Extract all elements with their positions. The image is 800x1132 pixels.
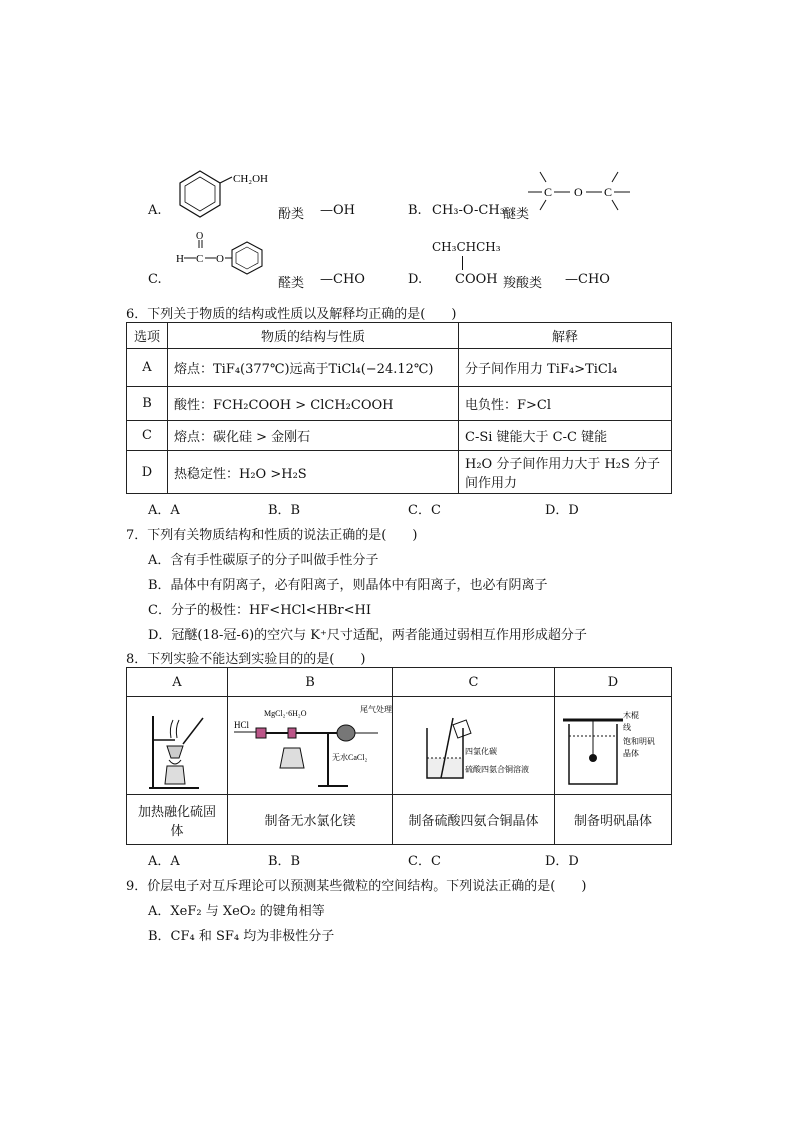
q6-choice-b[interactable]: B．B [268, 503, 301, 518]
svg-text:线: 线 [623, 722, 631, 732]
benzyl-alcohol-structure [170, 165, 280, 225]
q8-image-a [127, 697, 228, 795]
q8-header-d: D [555, 668, 672, 697]
q9-option-b[interactable]: B．CF₄ 和 SF₄ 均为非极性分子 [148, 929, 335, 944]
q8-choice-d[interactable]: D．D [545, 854, 579, 869]
q6-row-property: 热稳定性：H₂O >H₂S [168, 451, 459, 494]
ether-general-structure [524, 168, 644, 216]
q8-choice-a[interactable]: A．A [148, 854, 180, 869]
svg-text:四氯化碳: 四氯化碳 [465, 746, 497, 756]
q6-header-explanation: 解释 [459, 323, 672, 349]
q5-option-c-letter: C. [148, 272, 162, 287]
q9-option-a[interactable]: A．XeF₂ 与 XeO₂ 的键角相等 [148, 904, 325, 919]
q5-d-class: 羧酸类 [503, 276, 543, 291]
svg-text:晶体: 晶体 [623, 748, 639, 758]
copper-complex-crystal-apparatus [393, 698, 554, 794]
svg-text:饱和明矾: 饱和明矾 [623, 736, 655, 746]
q6-row-explanation: 电负性：F>Cl [459, 387, 672, 421]
q8-image-b [228, 697, 393, 795]
phenyl-formate-structure [172, 230, 277, 285]
svg-text:无水CaCl₂: 无水CaCl₂ [332, 752, 368, 762]
svg-text:MgCl₂·6H₂O: MgCl₂·6H₂O [264, 708, 307, 718]
q6-row-explanation: C-Si 键能大于 C-C 键能 [459, 421, 672, 451]
q5-d-group: —CHO [565, 272, 610, 287]
q8-caption-c: 制备硫酸四氨合铜晶体 [393, 795, 555, 845]
q8-caption-b: 制备无水氯化镁 [228, 795, 393, 845]
alum-crystal-apparatus [555, 698, 665, 794]
q8-image-d [555, 697, 672, 795]
q6-row-option: D [127, 451, 168, 494]
anhydrous-mgcl2-apparatus [228, 698, 392, 794]
q8-table [126, 667, 672, 845]
q7-option-a[interactable]: A．含有手性碳原子的分子叫做手性分子 [148, 553, 379, 568]
q8-header-b: B [228, 668, 393, 697]
svg-text:O: O [574, 185, 583, 199]
svg-text:C: C [196, 253, 204, 265]
q5-b-class: 醚类 [503, 207, 530, 222]
q5-d-top: CH₃CHCH₃ [432, 240, 501, 254]
svg-text:尾气处理: 尾气处理 [360, 704, 392, 714]
svg-text:O: O [196, 231, 204, 242]
q8-choice-b[interactable]: B．B [268, 854, 301, 869]
q6-choice-d[interactable]: D．D [545, 503, 579, 518]
sulfur-heating-apparatus [127, 698, 225, 794]
q8-header-c: C [393, 668, 555, 697]
svg-text:H: H [176, 253, 184, 265]
q8-caption-a: 加热融化硫固体 [127, 795, 228, 845]
q6-row-explanation: H₂O 分子间作用力大于 H₂S 分子间作用力 [459, 451, 672, 494]
ch2oh-label: CH₂OH [233, 173, 269, 185]
svg-text:C: C [604, 185, 613, 199]
q5-a-class: 酚类 [278, 207, 305, 222]
q6-header-option: 选项 [127, 323, 168, 349]
svg-text:C: C [544, 185, 553, 199]
q8-stem: 8．下列实验不能达到实验目的的是( ) [126, 652, 366, 667]
q5-option-b-letter: B. [408, 203, 422, 218]
q6-row-option: B [127, 387, 168, 421]
q6-choice-a[interactable]: A．A [148, 503, 180, 518]
q7-option-d[interactable]: D．冠醚(18-冠-6)的空穴与 K⁺尺寸适配，两者能通过弱相互作用形成超分子 [148, 628, 587, 643]
svg-text:木棍: 木棍 [623, 710, 639, 720]
q8-image-c [393, 697, 555, 795]
q5-c-group: —CHO [320, 272, 365, 287]
q5-d-bond [462, 256, 463, 270]
q8-choice-c[interactable]: C．C [408, 854, 441, 869]
q6-row-explanation: 分子间作用力 TiF₄>TiCl₄ [459, 349, 672, 387]
q7-stem: 7．下列有关物质结构和性质的说法正确的是( ) [126, 528, 418, 543]
q7-option-b[interactable]: B．晶体中有阴离子，必有阳离子，则晶体中有阳离子，也必有阴离子 [148, 578, 548, 593]
q6-row-option: A [127, 349, 168, 387]
q5-b-formula: CH₃-O-CH₃ [432, 203, 505, 218]
q6-choice-c[interactable]: C．C [408, 503, 441, 518]
q7-option-c[interactable]: C．分子的极性：HF<HCl<HBr<HI [148, 603, 371, 618]
q6-table [126, 322, 672, 494]
q5-c-class: 醛类 [278, 276, 305, 291]
q6-row-property: 熔点：TiF₄(377℃)远高于TiCl₄(−24.12℃) [168, 349, 459, 387]
q9-stem: 9．价层电子对互斥理论可以预测某些微粒的空间结构。下列说法正确的是( ) [126, 879, 587, 894]
q6-stem: 6．下列关于物质的结构或性质以及解释均正确的是( ) [126, 307, 457, 322]
q5-a-group: —OH [320, 203, 355, 218]
q5-option-a-letter: A. [148, 203, 162, 218]
svg-text:硫酸四氨合铜溶液: 硫酸四氨合铜溶液 [465, 764, 529, 774]
q6-row-property: 熔点：碳化硅 > 金刚石 [168, 421, 459, 451]
q5-d-bottom: COOH [455, 272, 498, 287]
svg-text:HCl: HCl [234, 719, 250, 730]
svg-text:O: O [216, 253, 224, 265]
q8-caption-d: 制备明矾晶体 [555, 795, 672, 845]
q6-header-property: 物质的结构与性质 [168, 323, 459, 349]
q6-row-property: 酸性：FCH₂COOH > ClCH₂COOH [168, 387, 459, 421]
q5-option-d-letter: D. [408, 272, 423, 287]
q6-row-option: C [127, 421, 168, 451]
q8-header-a: A [127, 668, 228, 697]
